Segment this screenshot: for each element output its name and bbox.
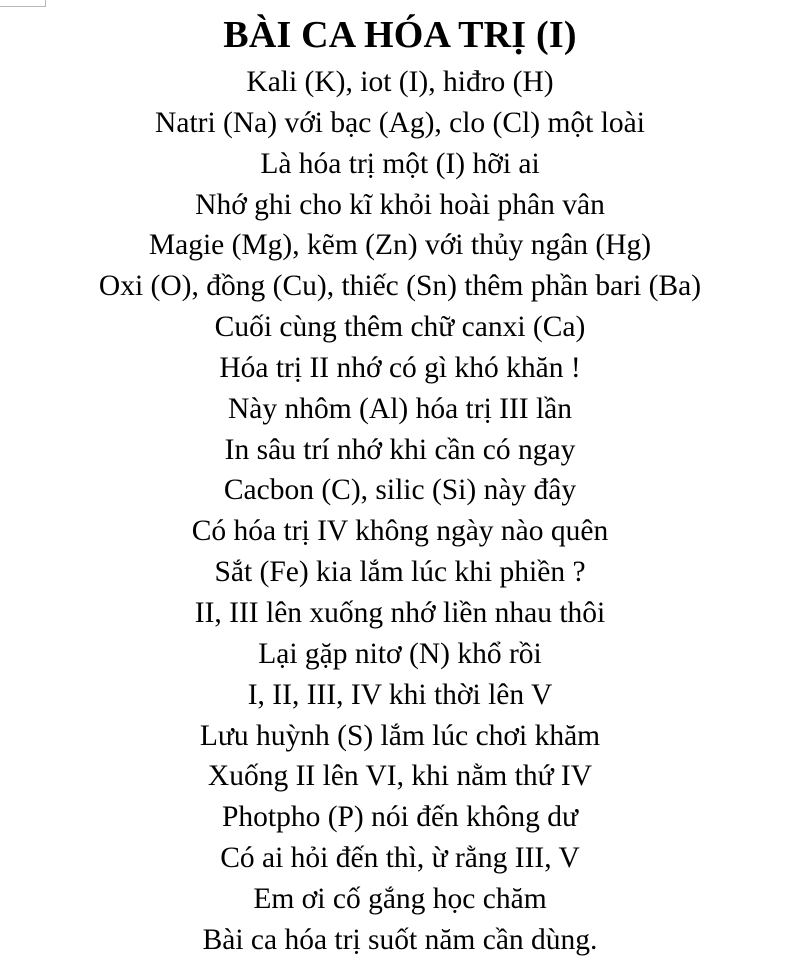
poem-line: Magie (Mg), kẽm (Zn) với thủy ngân (Hg) [148, 229, 652, 262]
poem-line: Này nhôm (Al) hóa trị III lần [227, 392, 573, 425]
poem-line: II, III lên xuống nhớ liền nhau thôi [194, 596, 606, 629]
poem-line: Lưu huỳnh (S) lắm lúc chơi khăm [199, 719, 601, 752]
poem [0, 8, 800, 961]
poem-line: Oxi (O), đồng (Cu), thiếc (Sn) thêm phần bari (Ba) [98, 270, 702, 303]
poem-line: Cuối cùng thêm chữ canxi (Ca) [214, 311, 586, 344]
poem-line: Bài ca hóa trị suốt năm cần dùng. [202, 923, 598, 956]
poem-title: BÀI CA HÓA TRỊ (I) [223, 14, 577, 56]
poem-line: Có ai hỏi đến thì, ừ rằng III, V [220, 842, 580, 875]
poem-line: Em ơi cố gắng học chăm [253, 882, 547, 915]
poem-line: Xuống II lên VI, khi nằm thứ IV [207, 760, 593, 793]
poem-line: Nhớ ghi cho kĩ khỏi hoài phân vân [195, 188, 605, 221]
corner-border-fragment [0, 0, 46, 7]
poem-line: In sâu trí nhớ khi cần có ngay [224, 433, 576, 466]
poem-line: Cacbon (C), silic (Si) này đây [223, 474, 577, 507]
poem-lines [0, 62, 800, 961]
poem-line: Có hóa trị IV không ngày nào quên [191, 515, 609, 548]
poem-line: Hóa trị II nhớ có gì khó khăn ! [219, 351, 581, 384]
poem-line: Sắt (Fe) kia lắm lúc khi phiền ? [214, 556, 586, 589]
poem-line: Natri (Na) với bạc (Ag), clo (Cl) một loài [155, 106, 645, 139]
poem-line: Là hóa trị một (I) hỡi ai [260, 147, 540, 180]
poem-line: Kali (K), iot (I), hiđro (H) [246, 66, 554, 98]
poem-line: I, II, III, IV khi thời lên V [247, 678, 553, 711]
poem-line: Photpho (P) nói đến không dư [221, 801, 579, 834]
poem-line: Lại gặp nitơ (N) khổ rồi [258, 637, 542, 670]
